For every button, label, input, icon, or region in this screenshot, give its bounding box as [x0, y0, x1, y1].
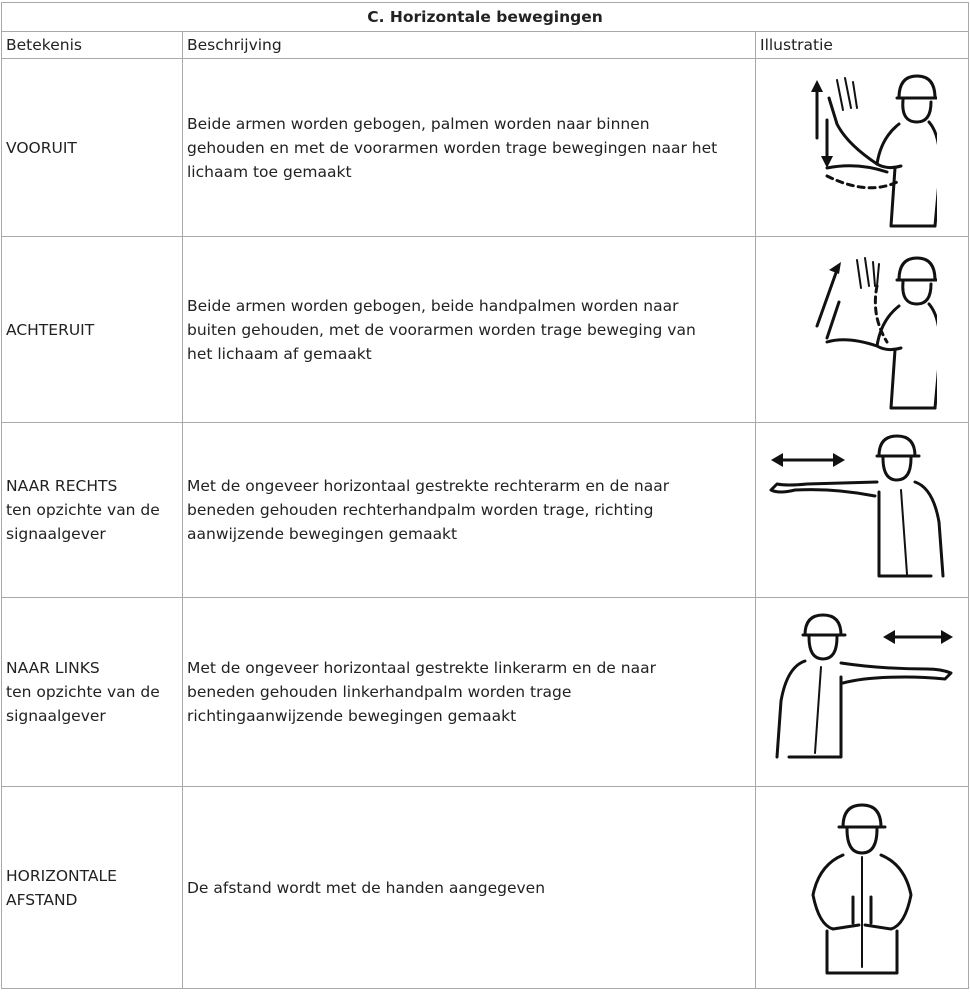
description-line: beneden gehouden rechterhandpalm worden trage, richting: [187, 501, 654, 519]
meaning-cell: [2, 598, 183, 787]
meaning-line: signaalgever: [6, 707, 106, 725]
title-row: [2, 3, 969, 32]
header-illustration: Illustratie: [756, 32, 969, 59]
description-line: Beide armen worden gebogen, beide handpalmen worden naar: [187, 296, 679, 315]
description-line: buiten gehouden, met de voorarmen worden trage beweging van: [187, 320, 696, 339]
meaning-line: ten opzichte van de: [6, 683, 160, 701]
table-row: [2, 237, 969, 423]
table-row: [2, 59, 969, 237]
table-row: [2, 423, 969, 598]
header-description: Beschrijving: [183, 32, 756, 59]
signals-table: [1, 2, 969, 989]
signaller-backward-icon: [787, 246, 937, 414]
illustration-cell: [756, 237, 969, 423]
meaning-line: AFSTAND: [6, 890, 78, 909]
meaning-cell: [2, 423, 183, 598]
illustration-cell: [756, 423, 969, 598]
description-line: gehouden en met de voorarmen worden trage bewegingen naar het: [187, 138, 718, 157]
description-line: richtingaanwijzende bewegingen gemaakt: [187, 707, 517, 725]
table-row: [2, 787, 969, 989]
description-line: Met de ongeveer horizontaal gestrekte rechterarm en de naar: [187, 477, 670, 495]
table-row: [2, 598, 969, 787]
signaller-distance-icon: [797, 797, 927, 979]
meaning-line: HORIZONTALE: [6, 866, 117, 885]
meaning-cell: [2, 787, 183, 989]
meaning-line: ten opzichte van de: [6, 501, 160, 519]
signaller-right-icon: [767, 430, 957, 590]
meaning-line: NAAR LINKS: [6, 659, 100, 677]
description-cell: [183, 787, 756, 989]
description-cell: [183, 423, 756, 598]
description-line: Beide armen worden gebogen, palmen worden naar binnen: [187, 114, 650, 133]
illustration-cell: [756, 59, 969, 237]
description-cell: [183, 598, 756, 787]
header-row: [2, 32, 969, 59]
meaning-line: ACHTERUIT: [6, 320, 95, 339]
description-line: beneden gehouden linkerhandpalm worden trage: [187, 683, 572, 701]
description-line: De afstand wordt met de handen aangegeven: [187, 878, 546, 897]
meaning-line: signaalgever: [6, 525, 106, 543]
illustration-cell: [756, 598, 969, 787]
table-title: C. Horizontale bewegingen: [2, 3, 969, 32]
description-line: het lichaam af gemaakt: [187, 344, 372, 363]
meaning-cell: [2, 237, 183, 423]
meaning-cell: [2, 59, 183, 237]
description-line: lichaam toe gemaakt: [187, 162, 352, 181]
signaller-left-icon: [765, 607, 960, 777]
description-line: Met de ongeveer horizontaal gestrekte linkerarm en de naar: [187, 659, 656, 677]
meaning-line: VOORUIT: [6, 138, 77, 157]
meaning-line: NAAR RECHTS: [6, 477, 118, 495]
header-meaning: Betekenis: [2, 32, 183, 59]
signaller-forward-icon: [787, 68, 937, 228]
description-line: aanwijzende bewegingen gemaakt: [187, 525, 458, 543]
description-cell: [183, 59, 756, 237]
description-cell: [183, 237, 756, 423]
illustration-cell: [756, 787, 969, 989]
